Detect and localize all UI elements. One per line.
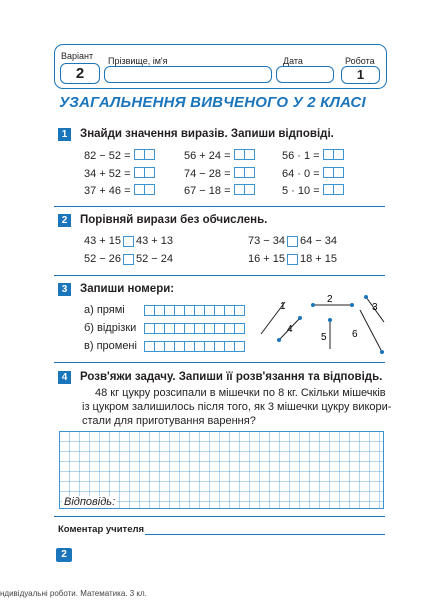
divider xyxy=(54,275,385,276)
label-6: 6 xyxy=(352,329,358,340)
task2-compare: 52 − 26 52 − 24 xyxy=(84,253,174,265)
comment-line[interactable] xyxy=(145,534,385,535)
date-field[interactable] xyxy=(276,66,334,83)
variant-number: 2 xyxy=(75,65,85,82)
task4-text-line: 48 кг цукру розсипали в мішечки по 8 кг. Скільки мішечків xyxy=(95,387,386,399)
task1-expr: 64 · 0 = xyxy=(282,167,343,181)
answer-label: Відповідь: xyxy=(64,496,116,508)
task1-expr: 67 − 18 = xyxy=(184,184,254,198)
task4-number: 4 xyxy=(58,371,71,384)
footer-text: ндивідуальні роботи. Математика. 3 кл. xyxy=(0,589,147,598)
divider xyxy=(54,516,385,517)
task3-item-lines: а) прямі xyxy=(84,304,125,316)
task2-compare: 16 + 15 18 + 15 xyxy=(248,253,338,265)
task3-cells[interactable] xyxy=(144,303,244,321)
task3-cells[interactable] xyxy=(144,339,244,357)
task3-item-rays: в) промені xyxy=(84,340,137,352)
task1-expr: 82 − 52 = xyxy=(84,149,154,163)
compare-box[interactable] xyxy=(123,236,134,247)
task1-expr: 34 + 52 = xyxy=(84,167,154,181)
compare-box[interactable] xyxy=(123,254,134,265)
name-field[interactable] xyxy=(104,66,272,83)
work-label: Робота xyxy=(345,56,375,66)
variant-label: Варіант xyxy=(61,51,94,61)
task3-number: 3 xyxy=(58,283,71,296)
name-label: Прізвище, ім'я xyxy=(108,56,168,66)
label-1: 1 xyxy=(280,301,286,312)
task1-expr: 37 + 46 = xyxy=(84,184,154,198)
task1-expr: 74 − 28 = xyxy=(184,167,254,181)
compare-box[interactable] xyxy=(287,236,298,247)
task2-number: 2 xyxy=(58,214,71,227)
task4-text-line: із цукром залишилось після того, як 3 мішечки цукру викори- xyxy=(82,401,392,413)
task1-number: 1 xyxy=(58,128,71,141)
lines-figure xyxy=(255,286,385,356)
task1-expr: 5 · 10 = xyxy=(282,184,343,198)
divider xyxy=(54,362,385,363)
work-number: 1 xyxy=(356,67,365,82)
label-3: 3 xyxy=(372,302,378,313)
divider xyxy=(54,206,385,207)
task2-compare: 73 − 34 64 − 34 xyxy=(248,235,338,247)
page-title: УЗАГАЛЬНЕННЯ ВИВЧЕНОГО У 2 КЛАСІ xyxy=(59,94,366,111)
task1-expr: 56 · 1 = xyxy=(282,149,343,163)
line-6 xyxy=(360,310,382,352)
page-number: 2 xyxy=(56,548,72,562)
task1-expr: 56 + 24 = xyxy=(184,149,254,163)
task4-title: Розв'яжи задачу. Запиши її розв'язання та відповідь. xyxy=(80,371,383,383)
task4-text-line: стали для приготування варення? xyxy=(82,415,256,427)
task3-item-segments: б) відрізки xyxy=(84,322,137,334)
label-5: 5 xyxy=(321,332,327,343)
task2-compare: 43 + 15 43 + 13 xyxy=(84,235,174,247)
label-4: 4 xyxy=(287,324,293,335)
task3-title: Запиши номери: xyxy=(80,283,175,295)
work-box xyxy=(341,66,380,84)
variant-box xyxy=(60,63,100,84)
task3-cells[interactable] xyxy=(144,321,244,339)
task1-title: Знайди значення виразів. Запиши відповіді. xyxy=(80,128,334,140)
label-2: 2 xyxy=(327,294,333,305)
comment-label: Коментар учителя xyxy=(58,524,145,535)
compare-box[interactable] xyxy=(287,254,298,265)
date-label: Дата xyxy=(283,56,303,66)
task2-title: Порівняй вирази без обчислень. xyxy=(80,214,268,226)
